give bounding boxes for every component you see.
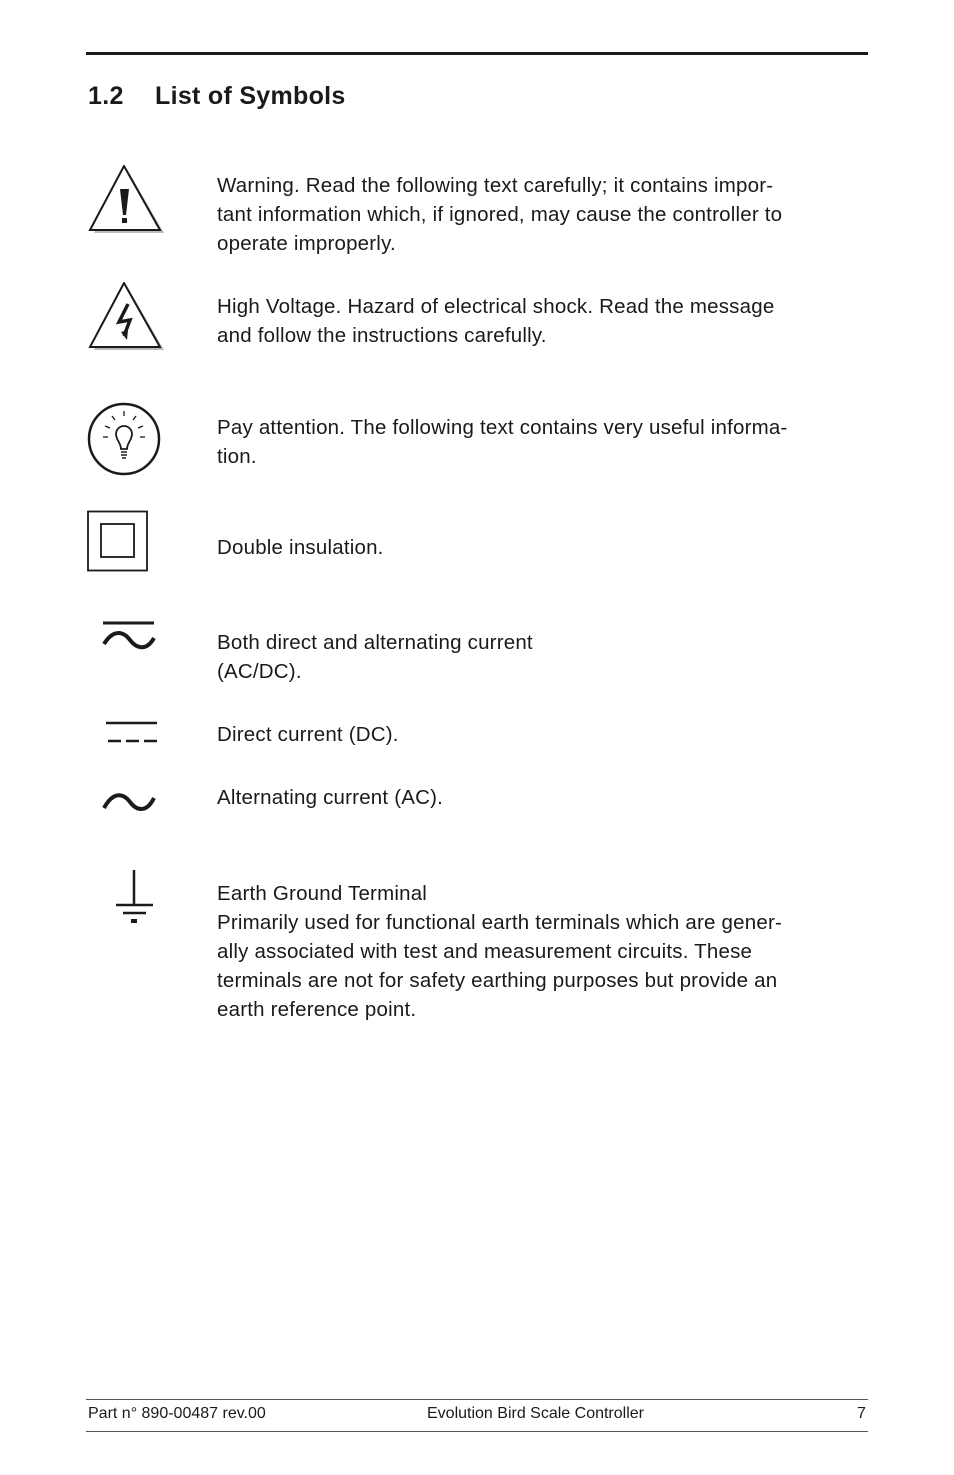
- footer-rule-top: [86, 1399, 868, 1400]
- double-insulation-description: Double insulation.: [217, 536, 384, 559]
- footer-page-number: 7: [857, 1405, 866, 1422]
- pay-attention-description: Pay attention. The following text contains very useful informa- tion.: [217, 416, 788, 468]
- high-voltage-icon: [86, 282, 166, 352]
- warning-triangle-icon: [86, 165, 166, 235]
- alternating-current-icon: [100, 784, 160, 816]
- section-title: [88, 82, 346, 111]
- earth-ground-icon: [112, 868, 156, 928]
- footer-product-name: Evolution Bird Scale Controller: [427, 1405, 644, 1422]
- ac-description: Alternating current (AC).: [217, 786, 444, 809]
- double-insulation-icon: [86, 510, 150, 572]
- section-number: 1.2: [88, 82, 124, 110]
- warning-description: Warning. Read the following text carefully; it contains impor- tant information which, if ignored, may cause the controller to operate improperly.: [217, 174, 783, 255]
- section-title-text: List of Symbols: [155, 82, 346, 110]
- header-rule: [86, 52, 868, 55]
- earth-ground-description: Earth Ground Terminal Primarily used for functional earth terminals which are gener- ally associated with test and measurement circuits. These terminals are not for safety earthing purposes but provide an earth reference point.: [217, 882, 782, 1021]
- ac-dc-icon: [100, 618, 160, 656]
- footer-part-number: Part n° 890-00487 rev.00: [88, 1405, 266, 1422]
- high-voltage-description: High Voltage. Hazard of electrical shock. Read the message and follow the instructions carefully.: [217, 295, 775, 347]
- ac-dc-description: Both direct and alternating current (AC/DC).: [217, 631, 533, 683]
- direct-current-icon: [104, 719, 160, 745]
- lightbulb-icon: [86, 402, 162, 476]
- dc-description: Direct current (DC).: [217, 723, 399, 746]
- footer-rule-bottom: [86, 1431, 868, 1432]
